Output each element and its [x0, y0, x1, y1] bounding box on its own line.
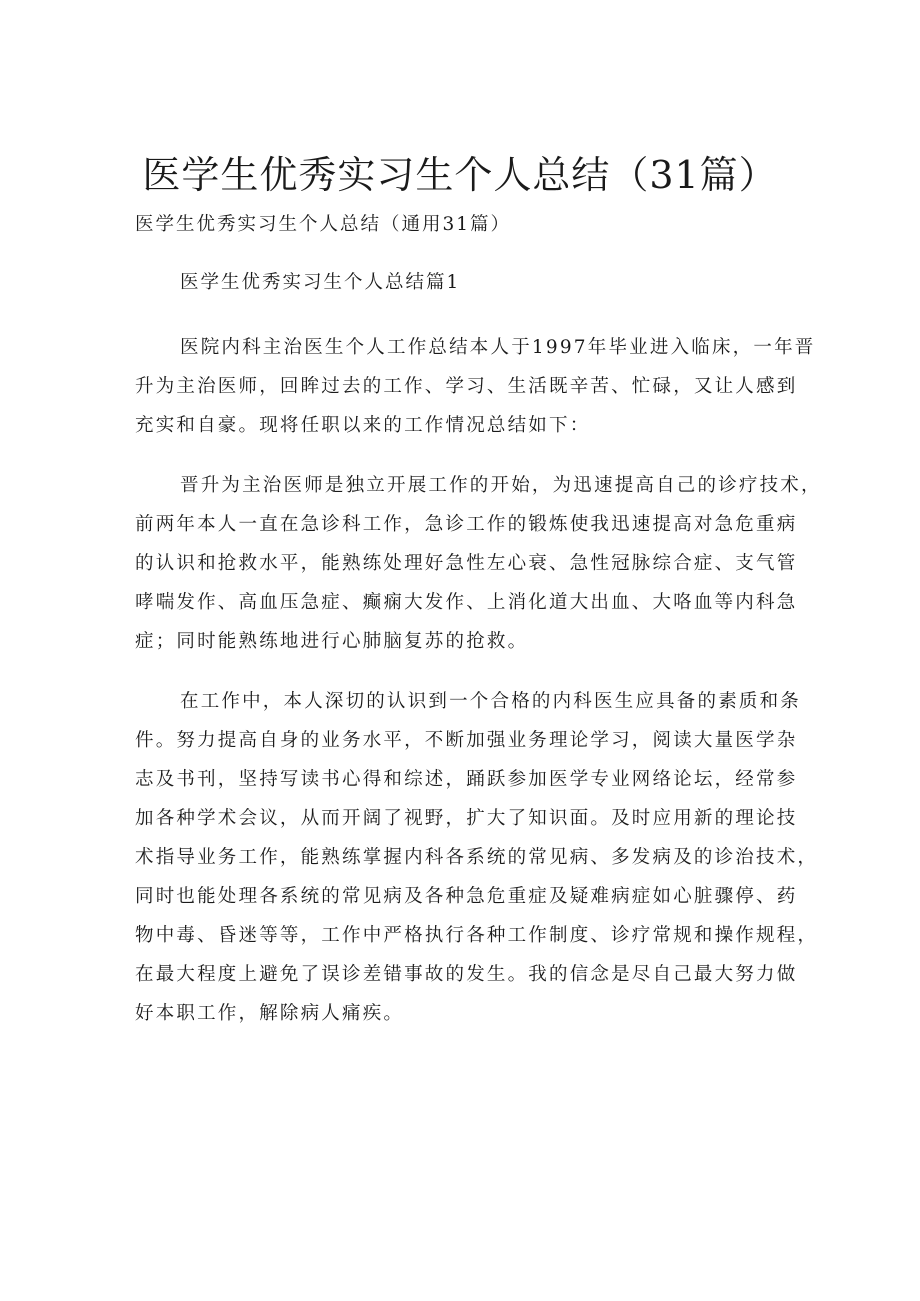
paragraph-3 — [135, 682, 819, 1033]
paragraph-2 — [135, 466, 822, 661]
paragraph-line: 同时也能处理各系统的常见病及各种急危重症及疑难病症如心脏骤停、药 — [135, 886, 798, 907]
paragraph-1 — [135, 328, 816, 445]
paragraph-line: 升为主治医师，回眸过去的工作、学习、生活既辛苦、忙碌，又让人感到 — [135, 376, 798, 397]
paragraph-line: 前两年本人一直在急诊科工作，急诊工作的锻炼使我迅速提高对急危重病 — [135, 514, 798, 535]
paragraph-line: 物中毒、昏迷等等，工作中严格执行各种工作制度、诊疗常规和操作规程， — [135, 925, 819, 946]
paragraph-line: 在最大程度上避免了误诊差错事故的发生。我的信念是尽自己最大努力做 — [135, 964, 798, 985]
paragraph-line: 晋升为主治医师是独立开展工作的开始，为迅速提高自己的诊疗技术， — [180, 475, 822, 496]
paragraph-line: 件。努力提高自身的业务水平，不断加强业务理论学习，阅读大量医学杂 — [135, 730, 798, 751]
paragraph-line: 好本职工作，解除病人痛疾。 — [135, 1003, 405, 1024]
section-heading: 医学生优秀实习生个人总结篇1 — [180, 272, 461, 293]
paragraph-line: 的认识和抢救水平，能熟练处理好急性左心衰、急性冠脉综合症、支气管 — [135, 553, 798, 574]
paragraph-line: 加各种学术会议，从而开阔了视野，扩大了知识面。及时应用新的理论技 — [135, 808, 798, 829]
paragraph-line: 术指导业务工作，能熟练掌握内科各系统的常见病、多发病及的诊治技术， — [135, 847, 819, 868]
document-title: 医学生优秀实习生个人总结（31篇） — [142, 153, 778, 197]
document-subtitle: 医学生优秀实习生个人总结（通用31篇） — [135, 214, 512, 235]
paragraph-line: 症；同时能熟练地进行心肺脑复苏的抢救。 — [135, 631, 529, 652]
paragraph-line: 医院内科主治医生个人工作总结本人于1997年毕业进入临床，一年晋 — [180, 337, 816, 358]
paragraph-line: 在工作中，本人深切的认识到一个合格的内科医生应具备的素质和条 — [180, 691, 802, 712]
paragraph-line: 充实和自豪。现将任职以来的工作情况总结如下： — [135, 415, 591, 436]
paragraph-line: 志及书刊，坚持写读书心得和综述，踊跃参加医学专业网络论坛，经常参 — [135, 769, 798, 790]
body-text — [135, 328, 822, 1054]
paragraph-line: 哮喘发作、高血压急症、癫痫大发作、上消化道大出血、大咯血等内科急 — [135, 592, 798, 613]
